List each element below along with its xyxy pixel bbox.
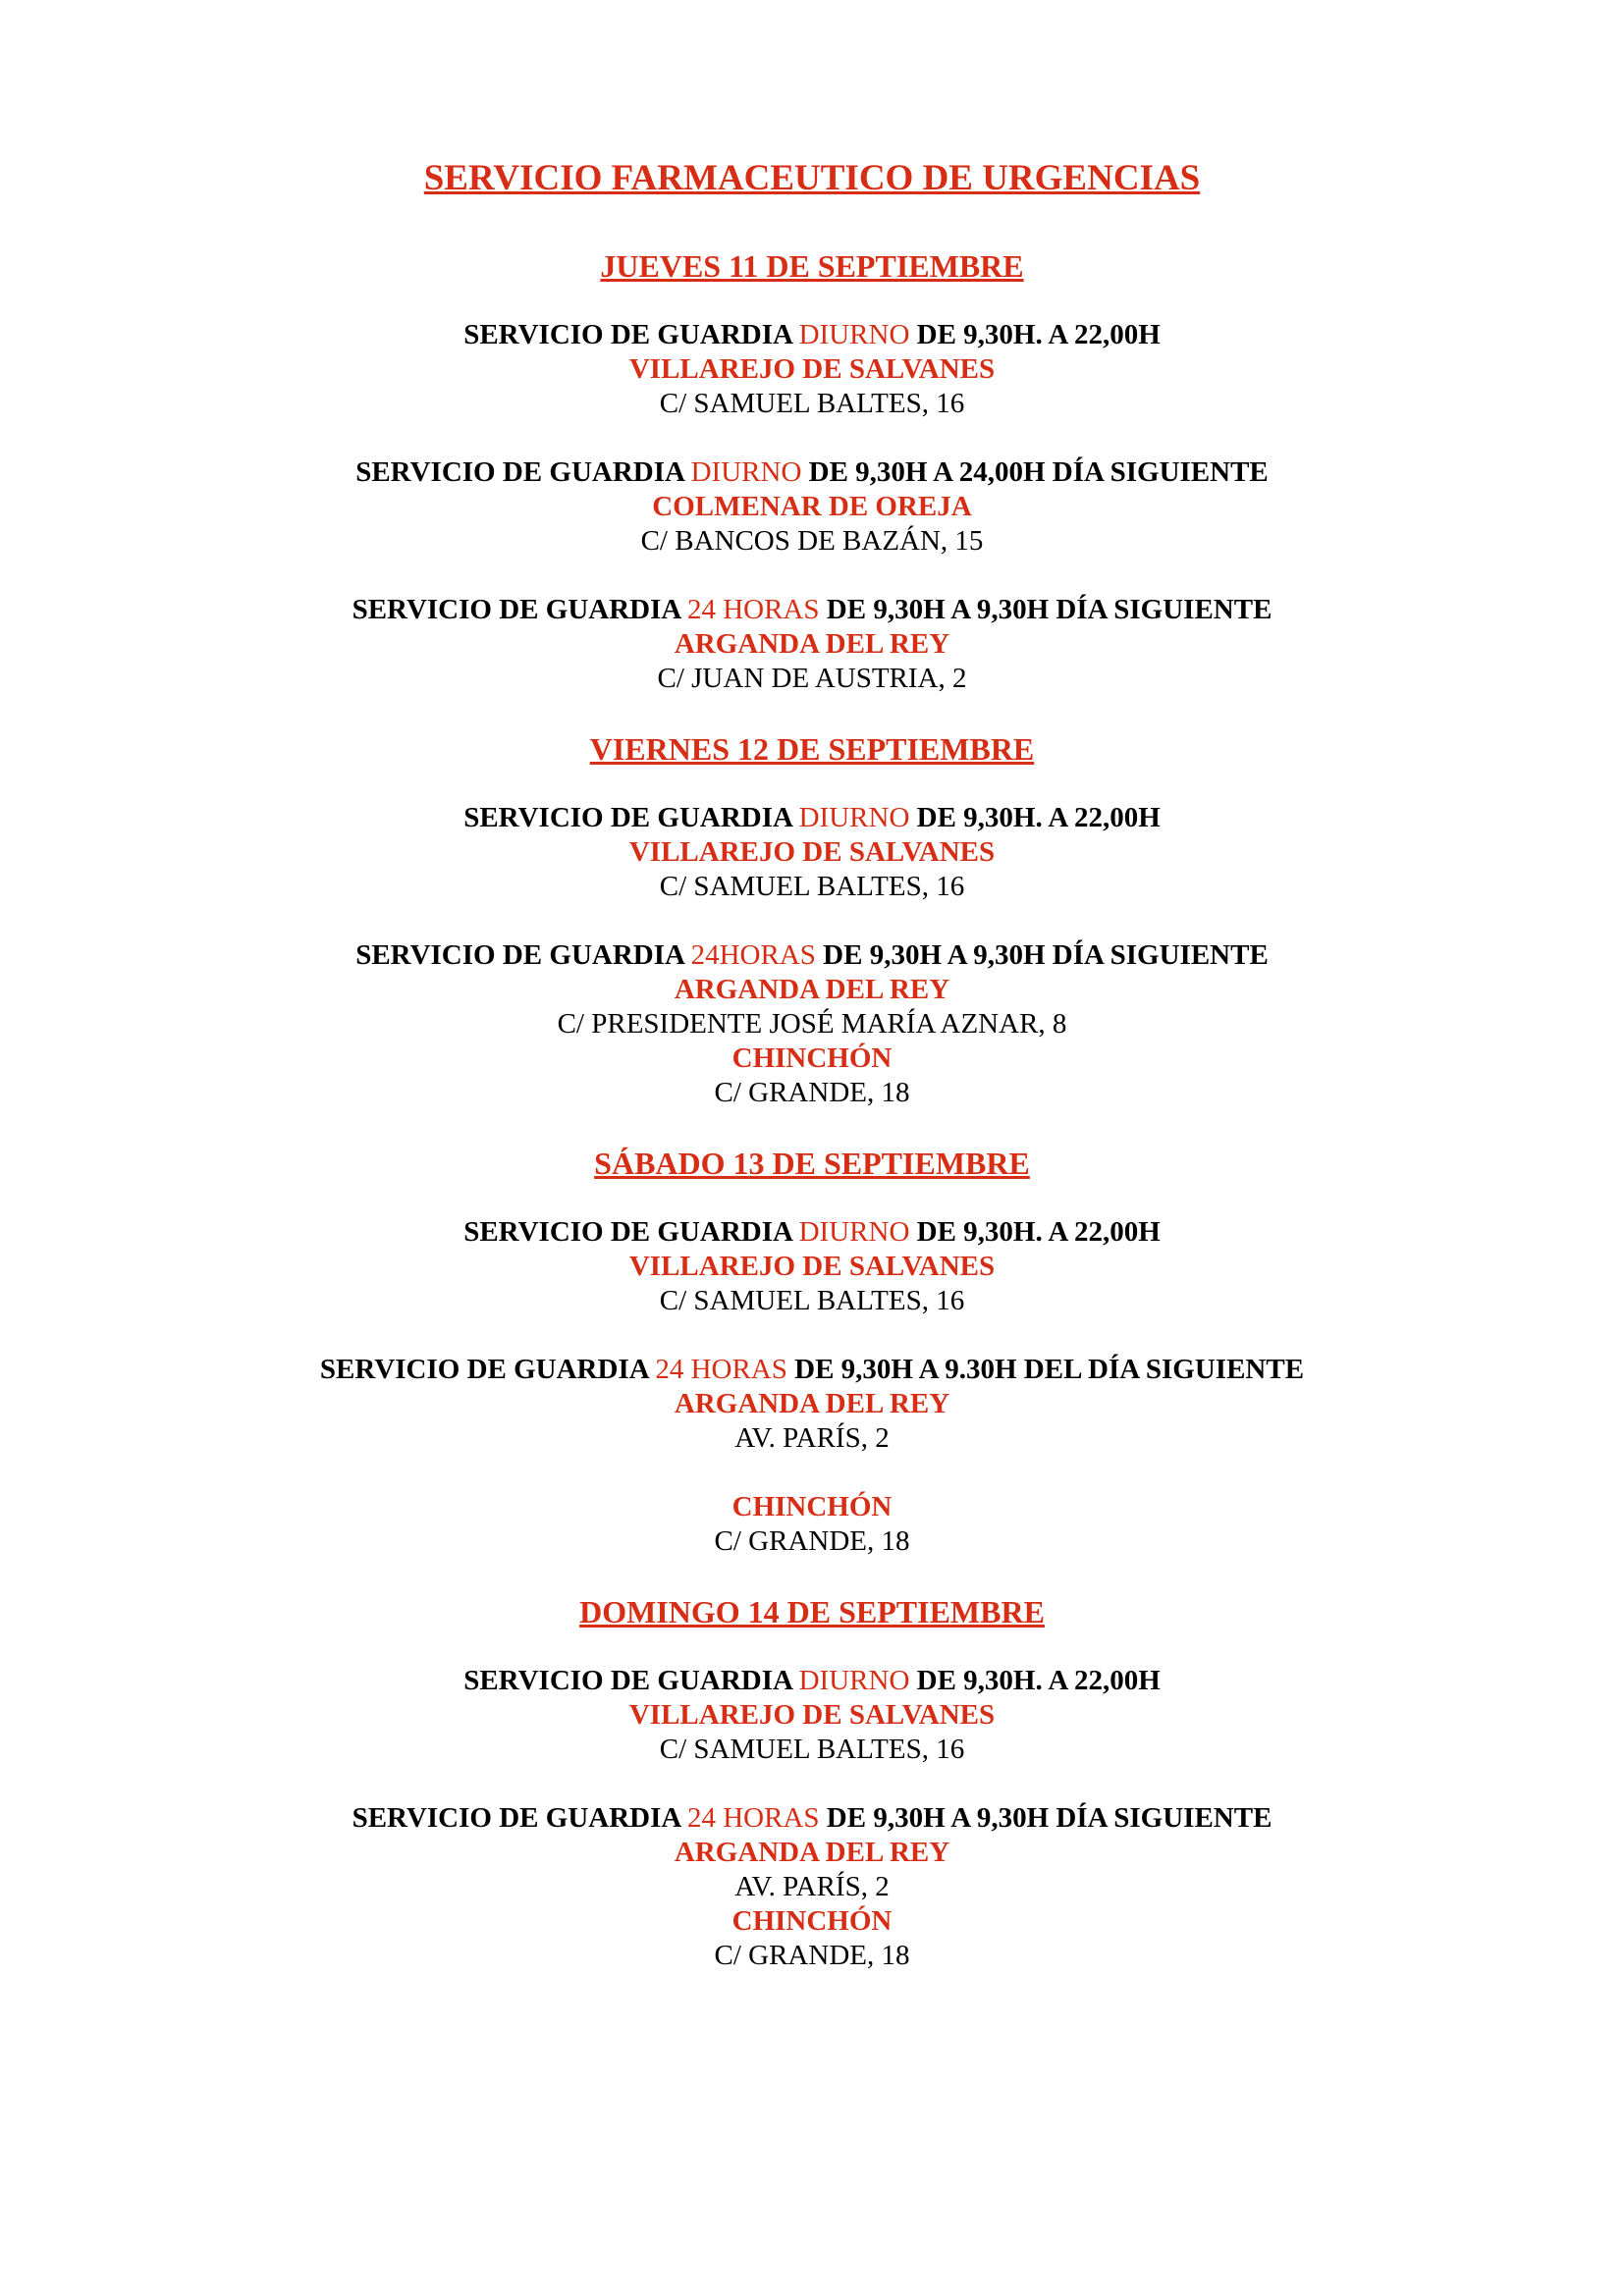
- guard-service: [0, 318, 1624, 421]
- service-suffix: DE 9,30H. A 22,00H: [909, 319, 1161, 350]
- service-suffix: DE 9,30H A 9,30H DÍA SIGUIENTE: [815, 939, 1269, 971]
- pharmacy-town: CHINCHÓN: [731, 1042, 893, 1074]
- day-section: [0, 1145, 1624, 1559]
- service-type: DIURNO: [798, 802, 910, 833]
- pharmacy-address: C/ PRESIDENTE JOSÉ MARÍA AZNAR, 8: [557, 1008, 1067, 1040]
- pharmacy-address: C/ SAMUEL BALTES, 16: [659, 1734, 965, 1765]
- service-type: DIURNO: [798, 319, 910, 350]
- day-section: [0, 247, 1624, 696]
- page-title: SERVICIO FARMACEUTICO DE URGENCIAS: [423, 158, 1201, 198]
- pharmacy-address: C/ JUAN DE AUSTRIA, 2: [657, 663, 967, 694]
- spacer: [0, 1456, 1624, 1490]
- pharmacy-address: C/ SAMUEL BALTES, 16: [659, 388, 965, 419]
- day-title: DOMINGO 14 DE SEPTIEMBRE: [579, 1594, 1045, 1629]
- service-type: DIURNO: [798, 1665, 910, 1696]
- service-type: DIURNO: [798, 1216, 910, 1248]
- guard-service: [0, 801, 1624, 904]
- guard-service: [0, 938, 1624, 1110]
- pharmacy-town: ARGANDA DEL REY: [674, 1837, 950, 1868]
- service-prefix: SERVICIO DE GUARDIA: [355, 456, 691, 488]
- day-title: SÁBADO 13 DE SEPTIEMBRE: [594, 1146, 1030, 1181]
- service-header: [0, 593, 1624, 627]
- pharmacy-town: CHINCHÓN: [731, 1905, 893, 1937]
- pharmacy-address: AV. PARÍS, 2: [734, 1871, 890, 1902]
- pharmacy-address: C/ SAMUEL BALTES, 16: [659, 871, 965, 902]
- day-section: [0, 730, 1624, 1110]
- guard-service: [0, 1215, 1624, 1318]
- service-type: DIURNO: [690, 456, 802, 488]
- service-prefix: SERVICIO DE GUARDIA: [463, 1216, 799, 1248]
- service-prefix: SERVICIO DE GUARDIA: [355, 939, 691, 971]
- service-suffix: DE 9,30H. A 22,00H: [909, 802, 1161, 833]
- service-type: 24HORAS: [690, 939, 816, 971]
- guard-service: [0, 593, 1624, 696]
- pharmacy-address: C/ BANCOS DE BAZÁN, 15: [640, 525, 984, 557]
- service-suffix: DE 9,30H. A 22,00H: [909, 1216, 1161, 1248]
- service-header: [0, 1801, 1624, 1836]
- guard-service: [0, 1664, 1624, 1767]
- day-title: JUEVES 11 DE SEPTIEMBRE: [600, 248, 1024, 284]
- pharmacy-town: VILLAREJO DE SALVANES: [628, 353, 996, 385]
- service-header: [0, 455, 1624, 490]
- service-prefix: SERVICIO DE GUARDIA: [352, 1802, 687, 1834]
- service-header: [0, 1664, 1624, 1698]
- guard-service: [0, 455, 1624, 559]
- service-prefix: SERVICIO DE GUARDIA: [463, 1665, 799, 1696]
- guard-service: [0, 1801, 1624, 1973]
- pharmacy-address: AV. PARÍS, 2: [734, 1422, 890, 1454]
- service-prefix: SERVICIO DE GUARDIA: [463, 802, 799, 833]
- pharmacy-town: CHINCHÓN: [731, 1491, 893, 1522]
- service-header: [0, 938, 1624, 973]
- service-type: 24 HORAS: [655, 1354, 787, 1385]
- service-header: [0, 318, 1624, 352]
- service-suffix: DE 9,30H A 9,30H DÍA SIGUIENTE: [819, 594, 1272, 625]
- service-header: [0, 1215, 1624, 1250]
- days-list: [0, 247, 1624, 1973]
- pharmacy-town: ARGANDA DEL REY: [674, 628, 950, 660]
- pharmacy-town: VILLAREJO DE SALVANES: [628, 836, 996, 868]
- pharmacy-address: C/ GRANDE, 18: [714, 1525, 910, 1557]
- pharmacy-address: C/ GRANDE, 18: [714, 1077, 910, 1108]
- pharmacy-town: ARGANDA DEL REY: [674, 974, 950, 1005]
- pharmacy-town: ARGANDA DEL REY: [674, 1388, 950, 1419]
- service-type: 24 HORAS: [686, 594, 820, 625]
- service-suffix: DE 9,30H A 9,30H DÍA SIGUIENTE: [819, 1802, 1272, 1834]
- service-prefix: SERVICIO DE GUARDIA: [352, 594, 687, 625]
- service-prefix: SERVICIO DE GUARDIA: [463, 319, 799, 350]
- service-header: [0, 801, 1624, 835]
- day-section: [0, 1593, 1624, 1973]
- pharmacy-address: C/ GRANDE, 18: [714, 1940, 910, 1971]
- service-suffix: DE 9,30H A 24,00H DÍA SIGUIENTE: [801, 456, 1269, 488]
- service-prefix: SERVICIO DE GUARDIA: [319, 1354, 656, 1385]
- service-suffix: DE 9,30H. A 22,00H: [909, 1665, 1161, 1696]
- pharmacy-town: VILLAREJO DE SALVANES: [628, 1251, 996, 1282]
- pharmacy-address: C/ SAMUEL BALTES, 16: [659, 1285, 965, 1316]
- pharmacy-town: COLMENAR DE OREJA: [652, 491, 972, 522]
- pharmacy-town: VILLAREJO DE SALVANES: [628, 1699, 996, 1731]
- service-header: [0, 1353, 1624, 1387]
- service-suffix: DE 9,30H A 9.30H DEL DÍA SIGUIENTE: [786, 1354, 1305, 1385]
- day-title: VIERNES 12 DE SEPTIEMBRE: [589, 731, 1035, 767]
- guard-service: [0, 1353, 1624, 1559]
- service-type: 24 HORAS: [686, 1802, 820, 1834]
